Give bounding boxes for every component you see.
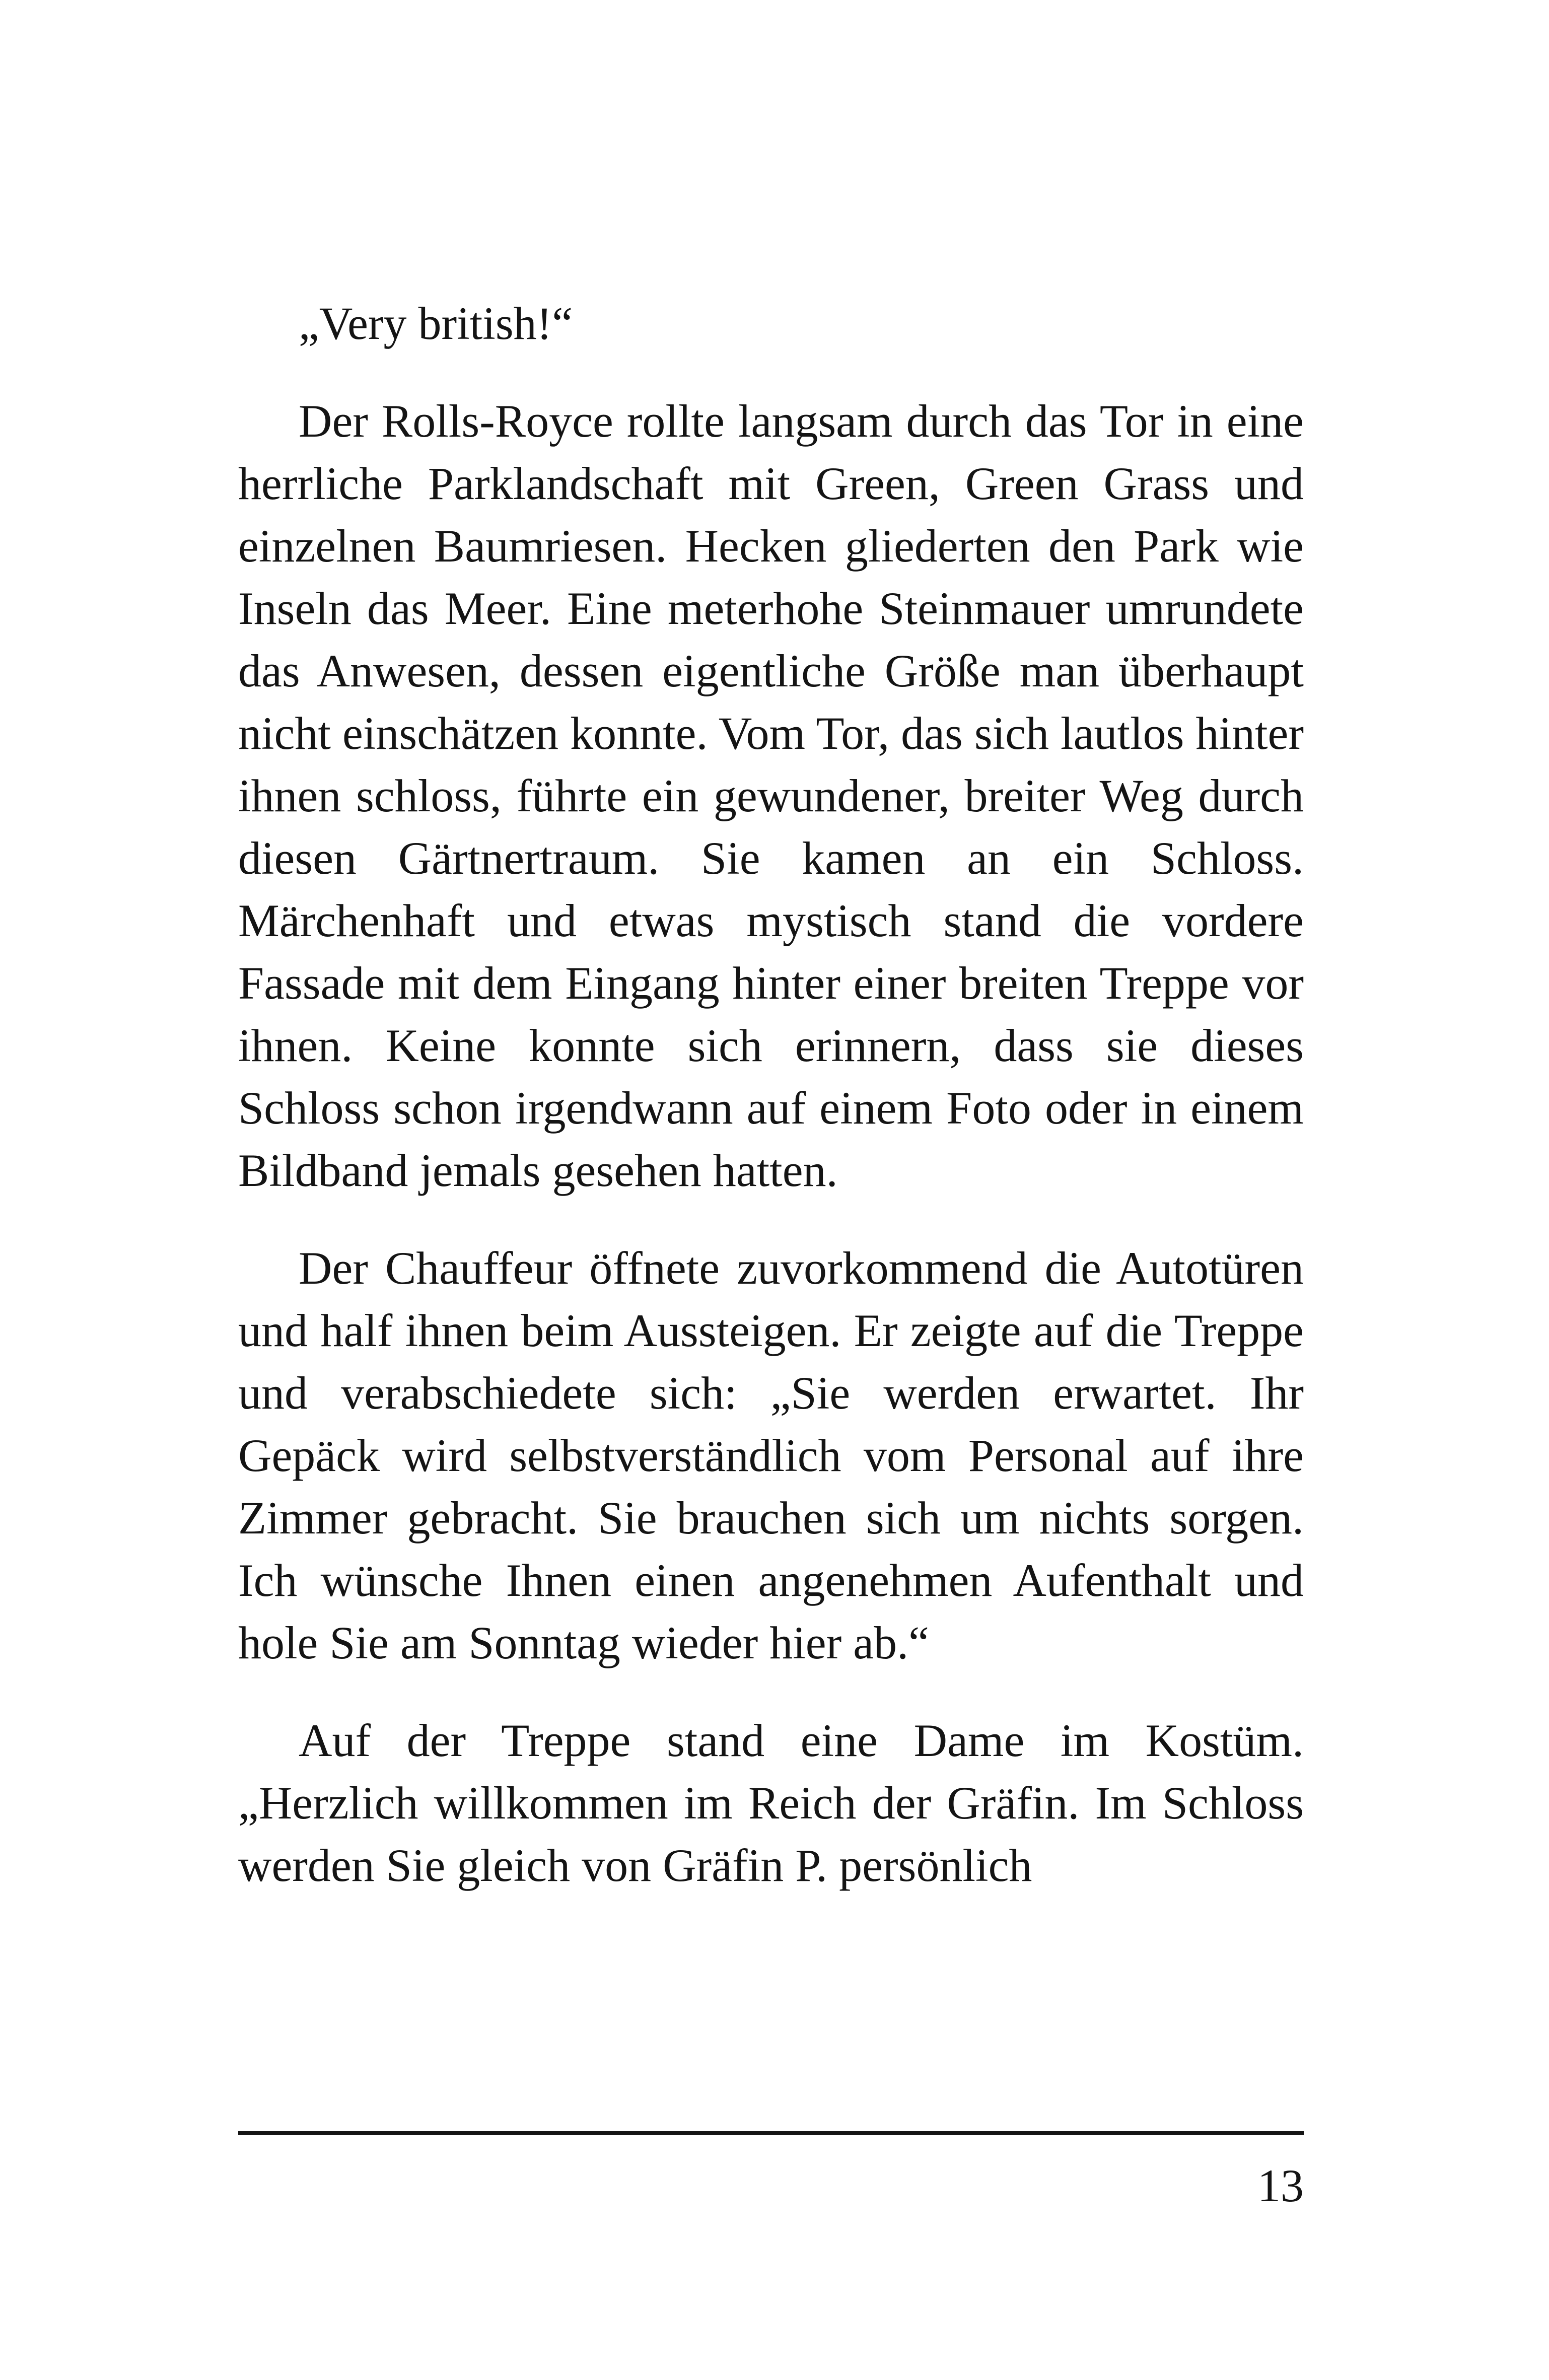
page-number: 13 [1257, 2160, 1304, 2211]
paragraph-4: Auf der Treppe stand eine Dame im Kostüm. „Herzlich willkommen im Reich der Gräfin. Im Schloss werden Sie gleich von Gräfin P. persönlich [238, 1715, 1304, 1891]
paragraph-3: Der Chauffeur öffnete zuvorkommend die Autotüren und half ihnen beim Aussteigen. Er zeigte auf die Treppe und verabschiedete sich: „Sie werden erwartet. Ihr Gepäck wird selbstverständlich vom Personal auf ihre Zimmer gebracht. Sie brauchen sich um nichts sorgen. Ich wünsche Ihnen einen angenehmen Aufenthalt und hole Sie am Sonntag wieder hier ab.“ [238, 1242, 1304, 1668]
paragraph-2: Der Rolls-Royce rollte langsam durch das Tor in eine herrliche Parklandschaft mit Green, Green Grass und einzelnen Baumriesen. Hecken gliederten den Park wie Inseln das Meer. Eine meterhohe Steinmauer umrundete das Anwesen, dessen eigentliche Größe man überhaupt nicht einschätzen konnte. Vom Tor, das sich lautlos hinter ihnen schloss, führte ein gewundener, breiter Weg durch diesen Gärtnertraum. Sie kamen an ein Schloss. Märchenhaft und etwas mystisch stand die vordere Fassade mit dem Eingang hinter einer breiten Treppe vor ihnen. Keine konnte sich erinnern, dass sie dieses Schloss schon irgendwann auf einem Foto oder in einem Bildband jemals gesehen hatten. [238, 395, 1304, 1196]
paragraph-1: „Very british!“ [299, 298, 573, 349]
body-text [238, 292, 1304, 1932]
footer-divider [238, 2131, 1304, 2135]
